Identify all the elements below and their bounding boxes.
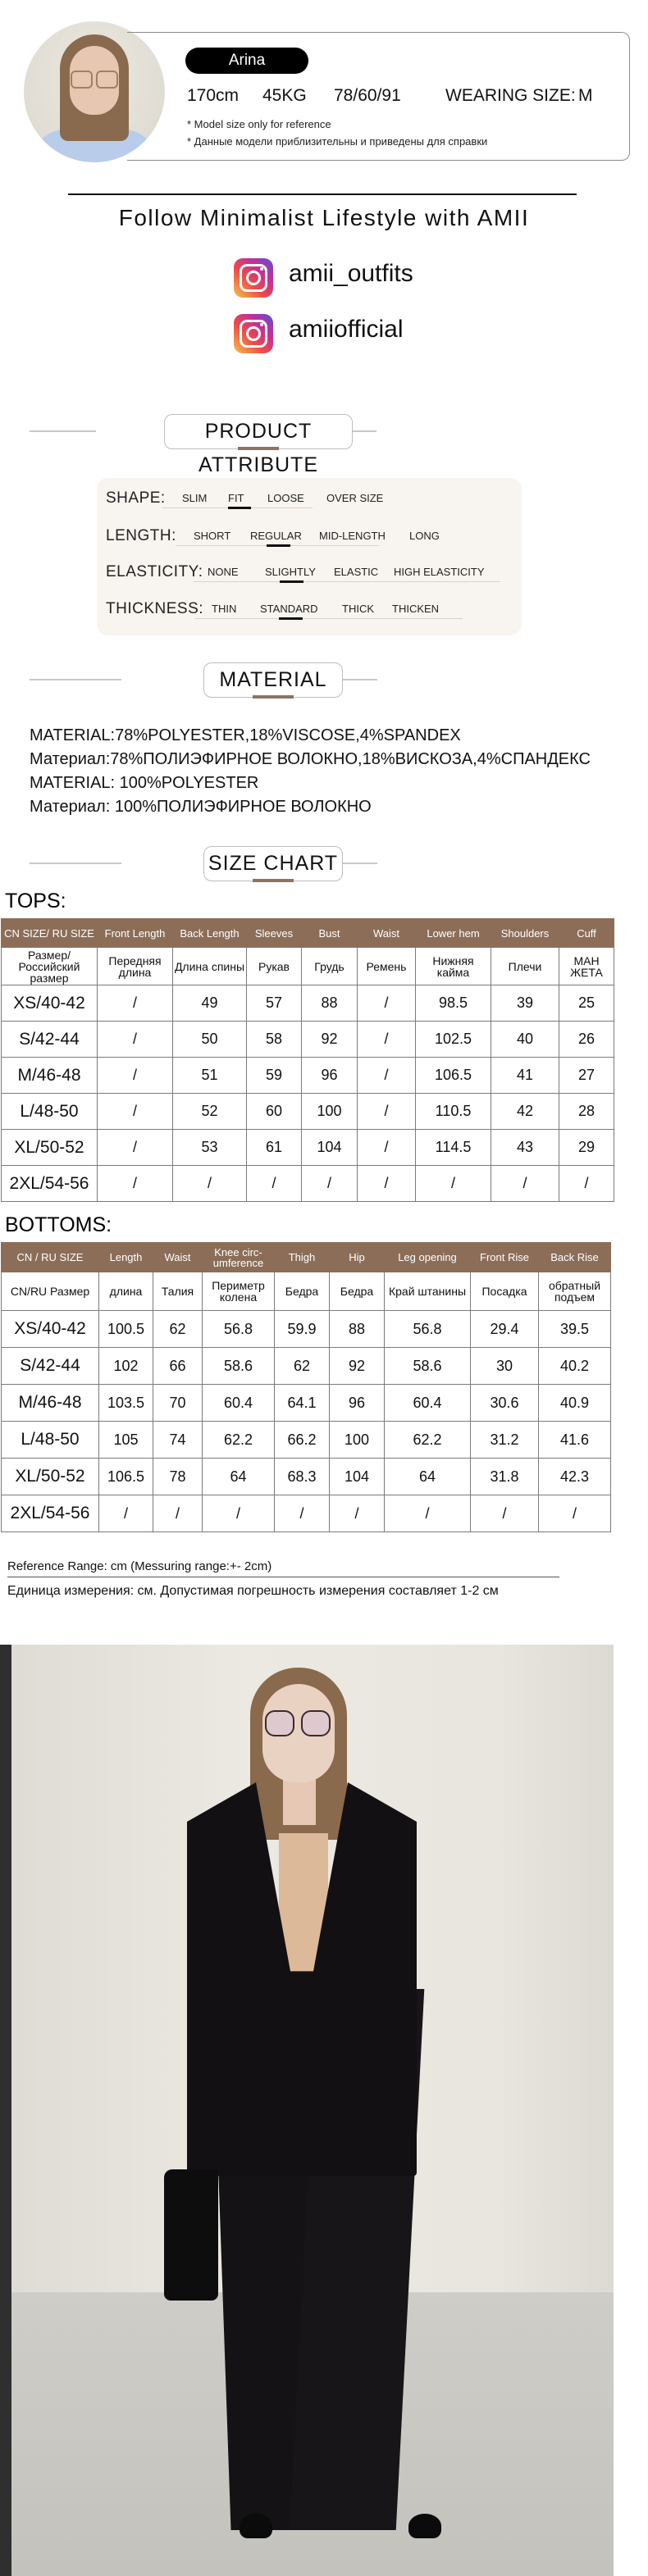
table-cell: /: [471, 1495, 539, 1532]
column-header: Ремень: [358, 948, 416, 985]
table-cell: 100: [302, 1094, 358, 1130]
model-name-badge: Arina: [185, 48, 308, 74]
table-cell: 39: [491, 985, 559, 1022]
table-cell: /: [491, 1166, 559, 1202]
column-header: Sleeves: [247, 919, 302, 948]
table-row: [2, 1022, 614, 1058]
tops-title: TOPS:: [5, 890, 66, 913]
table-cell: 59: [247, 1058, 302, 1094]
table-cell: /: [98, 1058, 173, 1094]
table-header-row: [2, 919, 614, 948]
attr-option: MID-LENGTH: [319, 530, 386, 542]
table-cell: 25: [559, 985, 614, 1022]
table-cell: /: [358, 985, 416, 1022]
size-label-cell: 2XL/54-56: [2, 1166, 98, 1202]
table-cell: 110.5: [416, 1094, 491, 1130]
attr-option: OVER SIZE: [326, 492, 384, 504]
instagram-icon[interactable]: [234, 314, 273, 353]
table-cell: 88: [302, 985, 358, 1022]
table-cell: 56.8: [203, 1311, 275, 1348]
attr-option: SHORT: [194, 530, 231, 542]
reference-range-ru: Единица измерения: см. Допустимая погрешность измерения составляет 1-2 см: [7, 1584, 499, 1598]
section-divider: [30, 862, 121, 864]
table-row: [2, 1130, 614, 1166]
material-line-ru: Материал: 100%ПОЛИЭФИРНОЕ ВОЛОКНО: [30, 798, 372, 816]
column-header: Посадка: [471, 1272, 539, 1311]
table-cell: 40: [491, 1022, 559, 1058]
column-header: Длина спины: [173, 948, 247, 985]
column-header: Нижняя кайма: [416, 948, 491, 985]
instagram-handle-link[interactable]: amiiofficial: [289, 316, 404, 343]
table-cell: /: [302, 1166, 358, 1202]
column-header: Front Rise: [471, 1243, 539, 1272]
instagram-handle-link[interactable]: amii_outfits: [289, 260, 413, 287]
table-cell: 66: [153, 1348, 203, 1385]
attr-option-selected: REGULAR: [250, 530, 302, 542]
table-row: [2, 1311, 611, 1348]
column-header: Талия: [153, 1272, 203, 1311]
attr-label-thickness: THICKNESS:: [106, 600, 204, 617]
table-cell: 114.5: [416, 1130, 491, 1166]
size-label-cell: L/48-50: [2, 1422, 99, 1459]
table-cell: /: [99, 1495, 153, 1532]
column-header: Cuff: [559, 919, 614, 948]
table-cell: 60: [247, 1094, 302, 1130]
table-cell: 58.6: [385, 1348, 471, 1385]
column-header: Размер/ Российский размер: [2, 948, 98, 985]
table-subheader-row: [2, 1272, 611, 1311]
attr-selected-marker: [267, 544, 290, 547]
table-row: [2, 1385, 611, 1422]
table-cell: 62.2: [385, 1422, 471, 1459]
table-cell: 31.8: [471, 1459, 539, 1495]
table-row: [2, 1166, 614, 1202]
table-cell: 64.1: [275, 1385, 330, 1422]
table-cell: 43: [491, 1130, 559, 1166]
section-heading-material: MATERIAL: [203, 662, 343, 698]
wearing-size-value: M: [578, 86, 593, 105]
attr-option: THICK: [342, 603, 374, 615]
table-subheader-row: [2, 948, 614, 985]
size-label-cell: M/46-48: [2, 1058, 98, 1094]
bottoms-title: BOTTOMS:: [5, 1213, 112, 1236]
table-cell: 64: [385, 1459, 471, 1495]
table-cell: 92: [302, 1022, 358, 1058]
table-cell: 88: [330, 1311, 385, 1348]
size-label-cell: XS/40-42: [2, 985, 98, 1022]
table-cell: 29.4: [471, 1311, 539, 1348]
column-header: Leg opening: [385, 1243, 471, 1272]
table-cell: /: [275, 1495, 330, 1532]
table-cell: 64: [203, 1459, 275, 1495]
attr-option: LOOSE: [267, 492, 304, 504]
table-cell: /: [539, 1495, 611, 1532]
attr-selected-marker: [279, 617, 303, 620]
table-cell: /: [416, 1166, 491, 1202]
table-row: [2, 1422, 611, 1459]
table-cell: 104: [302, 1130, 358, 1166]
wearing-size-label: WEARING SIZE:: [445, 86, 576, 105]
column-header: Waist: [358, 919, 416, 948]
model-height: 170cm: [187, 86, 240, 105]
column-header: Край штанины: [385, 1272, 471, 1311]
attr-option-selected: FIT: [228, 492, 244, 504]
table-cell: 106.5: [99, 1459, 153, 1495]
product-photo: [0, 1645, 614, 2576]
instagram-icon[interactable]: [234, 258, 273, 298]
material-line-ru: Материал:78%ПОЛИЭФИРНОЕ ВОЛОКНО,18%ВИСКОЗА,4%СПАНДЕКС: [30, 750, 591, 768]
attr-option: LONG: [409, 530, 440, 542]
column-header: Shoulders: [491, 919, 559, 948]
table-row: [2, 1058, 614, 1094]
table-cell: 102.5: [416, 1022, 491, 1058]
section-heading-product-attribute: PRODUCT ATTRIBUTE: [164, 414, 353, 449]
model-weight: 45KG: [262, 86, 307, 105]
table-cell: 42: [491, 1094, 559, 1130]
photo-shoe: [240, 2514, 272, 2538]
divider: [68, 193, 577, 195]
table-row: [2, 985, 614, 1022]
table-cell: 51: [173, 1058, 247, 1094]
table-cell: /: [203, 1495, 275, 1532]
section-divider: [30, 679, 121, 680]
table-cell: /: [358, 1058, 416, 1094]
attr-option: THICKEN: [392, 603, 440, 615]
table-cell: 103.5: [99, 1385, 153, 1422]
heading-accent-bar: [253, 879, 294, 882]
photo-door-edge: [0, 1645, 11, 2576]
table-cell: 27: [559, 1058, 614, 1094]
heading-accent-bar: [238, 447, 279, 450]
table-cell: 104: [330, 1459, 385, 1495]
attr-label-length: LENGTH:: [106, 527, 176, 544]
column-header: Waist: [153, 1243, 203, 1272]
section-divider: [30, 430, 96, 432]
table-cell: 39.5: [539, 1311, 611, 1348]
table-cell: /: [98, 1094, 173, 1130]
table-cell: 50: [173, 1022, 247, 1058]
table-cell: 62.2: [203, 1422, 275, 1459]
table-cell: /: [559, 1166, 614, 1202]
size-label-cell: 2XL/54-56: [2, 1495, 99, 1532]
heading-accent-bar: [253, 695, 294, 699]
table-cell: 40.9: [539, 1385, 611, 1422]
table-header-row: [2, 1243, 611, 1272]
attr-label-shape: SHAPE:: [106, 489, 166, 507]
table-cell: 61: [247, 1130, 302, 1166]
attr-label-elasticity: ELASTICITY:: [106, 563, 203, 580]
column-header: МАН ЖЕТА: [559, 948, 614, 985]
table-cell: 40.2: [539, 1348, 611, 1385]
table-cell: 105: [99, 1422, 153, 1459]
attr-option: ELASTIC: [334, 566, 379, 578]
table-cell: 68.3: [275, 1459, 330, 1495]
table-cell: 92: [330, 1348, 385, 1385]
model-note-en: * Model size only for reference: [187, 118, 331, 130]
attr-option: THIN: [212, 603, 237, 615]
column-header: Бедра: [275, 1272, 330, 1311]
table-cell: 62: [153, 1311, 203, 1348]
bottoms-size-table: [1, 1242, 611, 1532]
column-header: CN / RU SIZE: [2, 1243, 99, 1272]
table-cell: /: [330, 1495, 385, 1532]
size-label-cell: L/48-50: [2, 1094, 98, 1130]
material-line-en: MATERIAL:78%POLYESTER,18%VISCOSE,4%SPANDEX: [30, 726, 461, 744]
table-cell: 62: [275, 1348, 330, 1385]
column-header: CN SIZE/ RU SIZE: [2, 919, 98, 948]
column-header: Передняя длина: [98, 948, 173, 985]
size-label-cell: S/42-44: [2, 1348, 99, 1385]
table-cell: 58: [247, 1022, 302, 1058]
table-cell: 41.6: [539, 1422, 611, 1459]
attr-option-selected: STANDARD: [260, 603, 318, 615]
attr-option: HIGH ELASTICITY: [394, 566, 485, 578]
reference-range-en: Reference Range: cm (Messuring range:+- 2cm): [7, 1559, 272, 1573]
table-cell: /: [358, 1022, 416, 1058]
attr-selected-marker: [228, 507, 251, 509]
glasses-icon: [71, 71, 93, 89]
tops-size-table: [1, 918, 614, 1202]
table-cell: 42.3: [539, 1459, 611, 1495]
column-header: Lower hem: [416, 919, 491, 948]
table-cell: 98.5: [416, 985, 491, 1022]
table-cell: 70: [153, 1385, 203, 1422]
table-cell: 96: [302, 1058, 358, 1094]
size-label-cell: M/46-48: [2, 1385, 99, 1422]
column-header: Knee circ- umference: [203, 1243, 275, 1272]
attr-option-selected: SLIGHTLY: [265, 566, 316, 578]
glasses-icon: [96, 71, 118, 89]
table-cell: /: [358, 1094, 416, 1130]
column-header: обратный подъем: [539, 1272, 611, 1311]
column-header: Грудь: [302, 948, 358, 985]
glasses-icon: [265, 1710, 294, 1736]
column-header: Bust: [302, 919, 358, 948]
column-header: Back Rise: [539, 1243, 611, 1272]
column-header: Thigh: [275, 1243, 330, 1272]
table-cell: /: [358, 1130, 416, 1166]
table-cell: /: [358, 1166, 416, 1202]
attr-underline: [194, 581, 500, 582]
size-label-cell: XS/40-42: [2, 1311, 99, 1348]
table-cell: 102: [99, 1348, 153, 1385]
size-label-cell: S/42-44: [2, 1022, 98, 1058]
model-measurements: 78/60/91: [334, 86, 401, 105]
table-cell: /: [247, 1166, 302, 1202]
table-cell: /: [98, 1166, 173, 1202]
size-label-cell: XL/50-52: [2, 1130, 98, 1166]
column-header: Front Length: [98, 919, 173, 948]
table-cell: 56.8: [385, 1311, 471, 1348]
table-cell: 106.5: [416, 1058, 491, 1094]
table-cell: /: [173, 1166, 247, 1202]
table-row: [2, 1459, 611, 1495]
table-cell: 60.4: [385, 1385, 471, 1422]
column-header: Length: [99, 1243, 153, 1272]
table-cell: /: [98, 985, 173, 1022]
table-cell: /: [385, 1495, 471, 1532]
photo-handbag: [164, 2169, 218, 2301]
attr-selected-marker: [280, 580, 303, 583]
photo-shoe: [408, 2514, 441, 2538]
table-cell: 52: [173, 1094, 247, 1130]
size-label-cell: XL/50-52: [2, 1459, 99, 1495]
table-cell: /: [98, 1130, 173, 1166]
table-cell: /: [98, 1022, 173, 1058]
table-cell: 59.9: [275, 1311, 330, 1348]
attr-option: NONE: [208, 566, 239, 578]
table-cell: 30: [471, 1348, 539, 1385]
column-header: Бедра: [330, 1272, 385, 1311]
attr-underline: [195, 618, 463, 619]
attr-option: SLIM: [182, 492, 208, 504]
glasses-icon: [301, 1710, 331, 1736]
table-cell: 66.2: [275, 1422, 330, 1459]
table-row: [2, 1094, 614, 1130]
column-header: длина: [99, 1272, 153, 1311]
table-cell: 26: [559, 1022, 614, 1058]
material-line-en: MATERIAL: 100%POLYESTER: [30, 774, 259, 792]
table-cell: 29: [559, 1130, 614, 1166]
photo-model-neck: [283, 1776, 316, 1825]
column-header: Плечи: [491, 948, 559, 985]
table-cell: 57: [247, 985, 302, 1022]
table-cell: 53: [173, 1130, 247, 1166]
follow-title: Follow Minimalist Lifestyle with AMII: [118, 205, 530, 230]
table-cell: 31.2: [471, 1422, 539, 1459]
table-cell: 96: [330, 1385, 385, 1422]
section-heading-size-chart: SIZE CHART: [203, 846, 343, 881]
column-header: CN/RU Размер: [2, 1272, 99, 1311]
table-cell: 30.6: [471, 1385, 539, 1422]
table-cell: 78: [153, 1459, 203, 1495]
table-cell: 100: [330, 1422, 385, 1459]
column-header: Рукав: [247, 948, 302, 985]
column-header: Hip: [330, 1243, 385, 1272]
model-note-ru: * Данные модели приблизительны и приведены для справки: [187, 135, 488, 148]
table-cell: /: [153, 1495, 203, 1532]
table-cell: 28: [559, 1094, 614, 1130]
column-header: Периметр колена: [203, 1272, 275, 1311]
table-cell: 58.6: [203, 1348, 275, 1385]
column-header: Back Length: [173, 919, 247, 948]
table-cell: 60.4: [203, 1385, 275, 1422]
table-cell: 74: [153, 1422, 203, 1459]
table-row: [2, 1495, 611, 1532]
table-cell: 41: [491, 1058, 559, 1094]
table-cell: 49: [173, 985, 247, 1022]
table-row: [2, 1348, 611, 1385]
table-cell: 100.5: [99, 1311, 153, 1348]
